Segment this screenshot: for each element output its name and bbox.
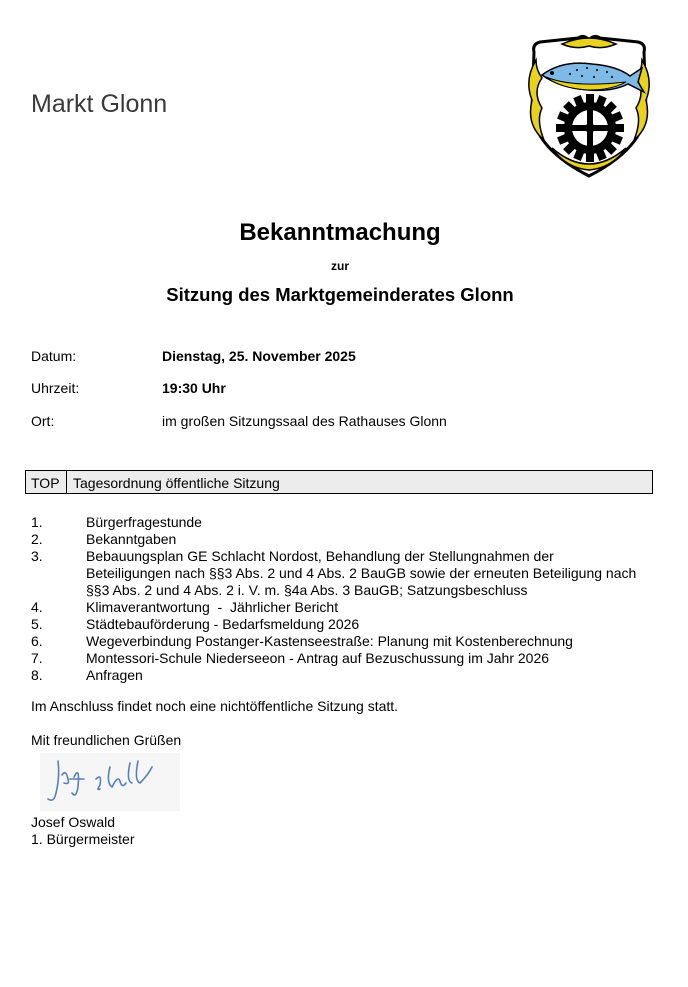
place-value: im großen Sitzungssaal des Rathauses Glonn bbox=[162, 413, 447, 429]
document-subtitle: Sitzung des Marktgemeinderates Glonn bbox=[166, 284, 514, 305]
agenda-list bbox=[31, 514, 641, 684]
agenda-header bbox=[25, 470, 653, 494]
document-title: Bekanntmachung bbox=[239, 219, 441, 246]
closing-note: Im Anschluss findet noch eine nichtöffentliche Sitzung statt. bbox=[31, 698, 399, 714]
agenda-item-text: Bebauungsplan GE Schlacht Nordost, Behandlung der Stellungnahmen der Beteiligungen nach §§3 Abs. 2 und 4 Abs. 2 BauGB sowie der erneuten Beteiligung nach §§3 Abs. 2 und 4 Abs. 2 i. V. m. §4a Abs. 3 BauGB; Satzungsbeschluss bbox=[86, 548, 637, 598]
organization-name: Markt Glonn bbox=[31, 90, 168, 118]
coat-of-arms-logo bbox=[522, 30, 656, 180]
agenda-item-text: Anfragen bbox=[86, 667, 143, 683]
signatory-name: Josef Oswald bbox=[31, 814, 116, 830]
agenda-item-number: 7. bbox=[31, 650, 43, 666]
fish-eye bbox=[550, 71, 554, 75]
agenda-item-number: 3. bbox=[31, 548, 43, 564]
signatory-role: 1. Bürgermeister bbox=[31, 831, 135, 847]
agenda-item bbox=[31, 531, 641, 548]
agenda-item bbox=[31, 667, 641, 684]
date-value: Dienstag, 25. November 2025 bbox=[162, 348, 356, 364]
agenda-item-text: Städtebauförderung - Bedarfsmeldung 2026 bbox=[86, 616, 360, 632]
agenda-item-text: Montessori-Schule Niederseeon - Antrag auf Bezuschussung im Jahr 2026 bbox=[86, 650, 550, 666]
agenda-item bbox=[31, 548, 641, 599]
handwritten-signature bbox=[40, 753, 180, 811]
agenda-item-number: 8. bbox=[31, 667, 43, 683]
agenda-item-text: Bürgerfragestunde bbox=[86, 514, 202, 530]
agenda-item bbox=[31, 650, 641, 667]
agenda-item bbox=[31, 599, 641, 616]
agenda-item-number: 1. bbox=[31, 514, 43, 530]
agenda-item-number: 5. bbox=[31, 616, 43, 632]
time-value: 19:30 Uhr bbox=[162, 380, 226, 396]
date-label: Datum: bbox=[31, 348, 77, 364]
gear-icon bbox=[556, 94, 624, 162]
place-label: Ort: bbox=[31, 413, 55, 429]
agenda-item-text: Wegeverbindung Postanger-Kastenseestraße: Planung mit Kostenberechnung bbox=[86, 633, 573, 649]
closing-greeting: Mit freundlichen Grüßen bbox=[31, 732, 182, 748]
agenda-item-text: Bekanntgaben bbox=[86, 531, 177, 547]
agenda-item bbox=[31, 633, 641, 650]
agenda-item bbox=[31, 616, 641, 633]
agenda-item-text: Klimaverantwortung - Jährlicher Bericht bbox=[86, 599, 339, 615]
agenda-item bbox=[31, 514, 641, 531]
agenda-item-number: 2. bbox=[31, 531, 43, 547]
agenda-item-number: 6. bbox=[31, 633, 43, 649]
agenda-col-title: Tagesordnung öffentliche Sitzung bbox=[73, 475, 280, 491]
title-connector: zur bbox=[331, 259, 349, 273]
agenda-item-number: 4. bbox=[31, 599, 43, 615]
time-label: Uhrzeit: bbox=[31, 380, 80, 396]
agenda-col-top: TOP bbox=[26, 471, 67, 493]
